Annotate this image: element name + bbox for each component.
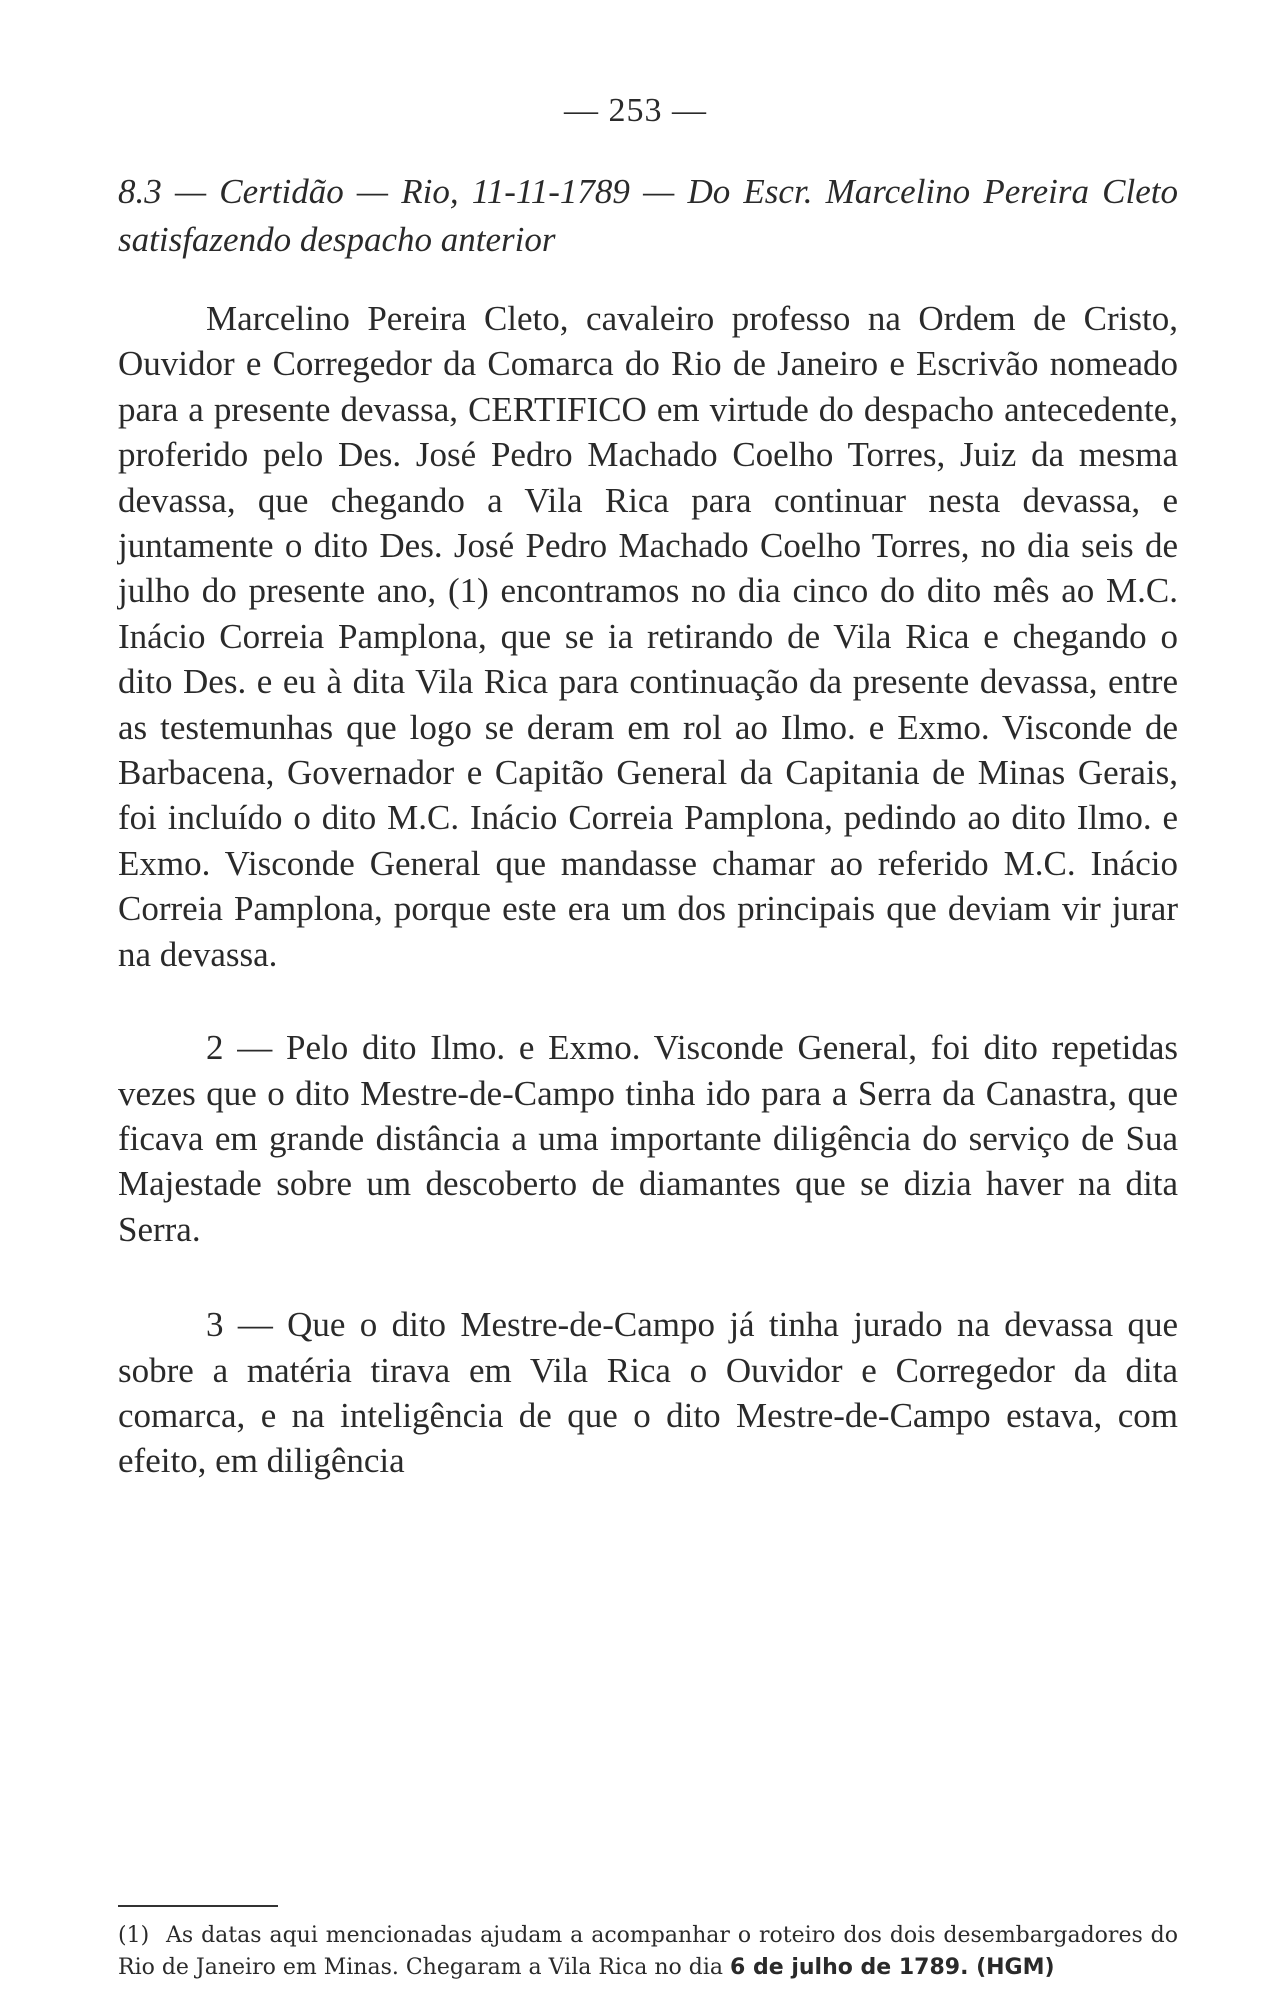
- footnote-divider: [118, 1905, 278, 1907]
- paragraph-2: [118, 1025, 1178, 1252]
- section-heading: 8.3 — Certidão — Rio, 11-11-1789 — Do Escr. Marcelino Pereira Cleto satisfazendo despacho anterior: [118, 172, 1178, 259]
- footnote-bold-text: 6 de julho de 1789. (HGM): [730, 1955, 1055, 1980]
- paragraph-3: [118, 1302, 1178, 1484]
- paragraph-1: [118, 296, 1178, 977]
- body-text: [118, 296, 1178, 1484]
- footnote: [118, 1920, 1178, 1984]
- footnote-text: As datas aqui mencionadas ajudam a acompanhar o roteiro dos dois desembargadores do Rio de Janeiro em Minas. Chegaram a Vila Rica no dia: [118, 1923, 1178, 1980]
- paragraph-3-text: 3 — Que o dito Mestre-de-Campo já tinha jurado na devassa que sobre a matéria tirava em Vila Rica o Ouvidor e Corregedor da dita comarca, e na inteligência de que o dito Mestre-de-Campo estava, com efeito, em diligência: [118, 1305, 1178, 1481]
- footnote-mark: (1): [118, 1923, 150, 1948]
- paragraph-2-text: 2 — Pelo dito Ilmo. e Exmo. Visconde General, foi dito repetidas vezes que o dito Mestre-de-Campo tinha ido para a Serra da Canastra, que ficava em grande distância a uma importante diligência do serviço de Sua Majestade sobre um descoberto de diamantes que se dizia haver na dita Serra.: [118, 1028, 1178, 1249]
- page-number: — 253 —: [564, 92, 707, 129]
- paragraph-1-text: Marcelino Pereira Cleto, cavaleiro professo na Ordem de Cristo, Ouvidor e Corregedor da Comarca do Rio de Janeiro e Escrivão nomeado para a presente devassa, CERTIFICO em virtude do despacho antecedente, proferido pelo Des. José Pedro Machado Coelho Torres, Juiz da mesma devassa, que chegando a Vila Rica para continuar nesta devassa, e juntamente o dito Des. José Pedro Machado Coelho Torres, no dia seis de julho do presente ano, (1) encontramos no dia cinco do dito mês ao M.C. Inácio Correia Pamplona, que se ia retirando de Vila Rica e chegando o dito Des. e eu à dita Vila Rica para continuação da presente devassa, entre as testemunhas que logo se deram em rol ao Ilmo. e Exmo. Visconde de Barbacena, Governador e Capitão General da Capitania de Minas Gerais, foi incluído o dito M.C. Inácio Correia Pamplona, pedindo ao dito Ilmo. e Exmo. Visconde General que mandasse chamar ao referido M.C. Inácio Correia Pamplona, porque este era um dos principais que deviam vir jurar na devassa.: [118, 299, 1178, 974]
